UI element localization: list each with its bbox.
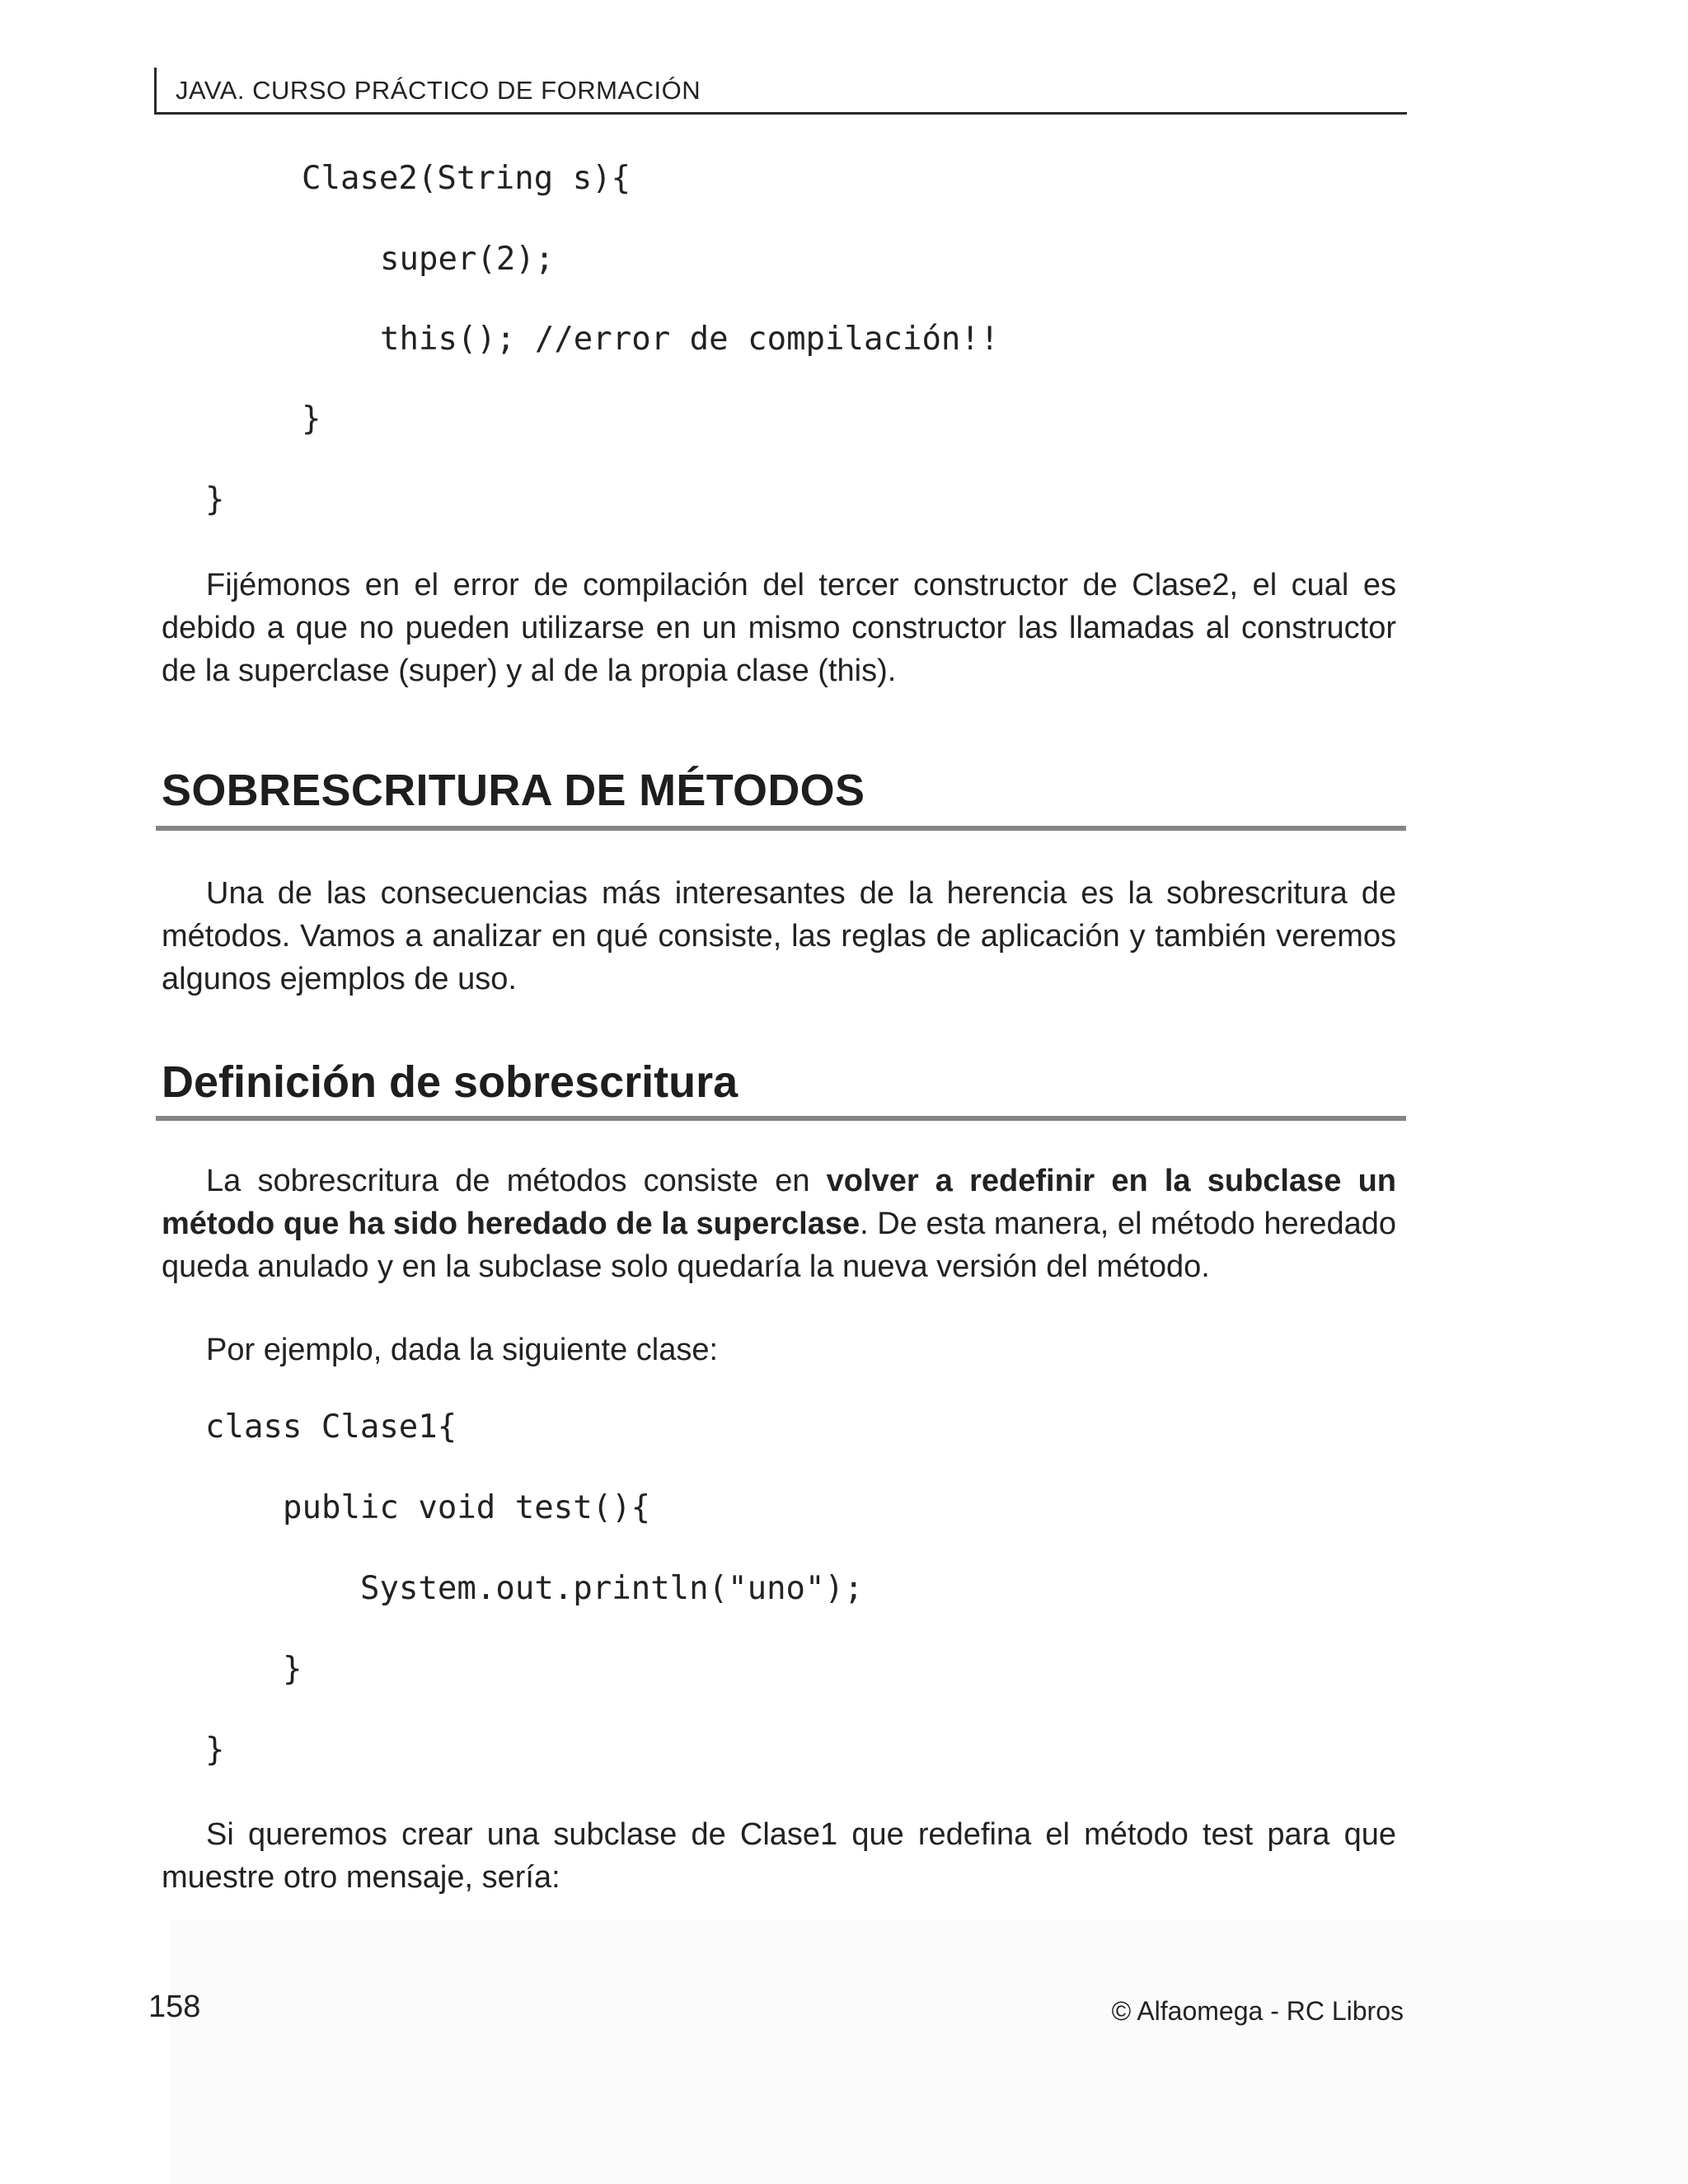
- code-line: }: [283, 1651, 302, 1688]
- code-line: super(2);: [380, 241, 555, 278]
- paragraph: Si queremos crear una subclase de Clase1 que redefina el método test para que muestre otro mensaje, sería:: [162, 1817, 1396, 1895]
- page-number: 158: [148, 1990, 201, 2024]
- code-line: }: [205, 1732, 225, 1769]
- paragraph: Por ejemplo, dada la siguiente clase:: [206, 1333, 719, 1367]
- paragraph: Una de las consecuencias más interesantes de la herencia es la sobrescritura de métodos. Vamos a analizar en qué consiste, las reglas de aplicación y también veremos algunos ejemplos de uso.: [162, 876, 1396, 996]
- code-line: this(); //error de compilación!!: [380, 321, 1000, 358]
- paragraph-definition: [162, 1160, 1396, 1288]
- running-header: JAVA. CURSO PRÁCTICO DE FORMACIÓN: [176, 76, 701, 105]
- code-line: }: [302, 401, 321, 438]
- subsection-heading-rule: [156, 1116, 1406, 1121]
- subsection-heading: Definición de sobrescritura: [162, 1057, 738, 1107]
- emphasis-text: volver a redefinir en la subclase un método que ha sido heredado de la superclase: [162, 1164, 1396, 1241]
- paragraph: Fijémonos en el error de compilación del tercer constructor de Clase2, el cual es debido a que no pueden utilizarse en un mismo constructor las llamadas al constructor de la superclase (super) y al de la propia clase (this).: [162, 568, 1396, 688]
- code-line: public void test(){: [283, 1489, 651, 1526]
- section-heading: SOBRESCRITURA DE MÉTODOS: [162, 766, 865, 815]
- code-line: System.out.println("uno");: [360, 1570, 864, 1607]
- section-heading-rule: [156, 826, 1406, 831]
- code-line: Clase2(String s){: [302, 160, 631, 197]
- page-shadow: [169, 1920, 1688, 2184]
- copyright: © Alfaomega - RC Libros: [1111, 1996, 1404, 2026]
- paragraph-text: . De esta manera, el método heredado queda anulado y en la subclase solo quedaría la nueva versión del método.: [162, 1207, 1397, 1284]
- code-line: }: [205, 481, 225, 518]
- header-rule: [154, 112, 1407, 115]
- paragraph-text: La sobrescritura de métodos consiste en: [206, 1164, 827, 1198]
- code-line: class Clase1{: [205, 1408, 457, 1446]
- header-left-bar: [154, 68, 157, 114]
